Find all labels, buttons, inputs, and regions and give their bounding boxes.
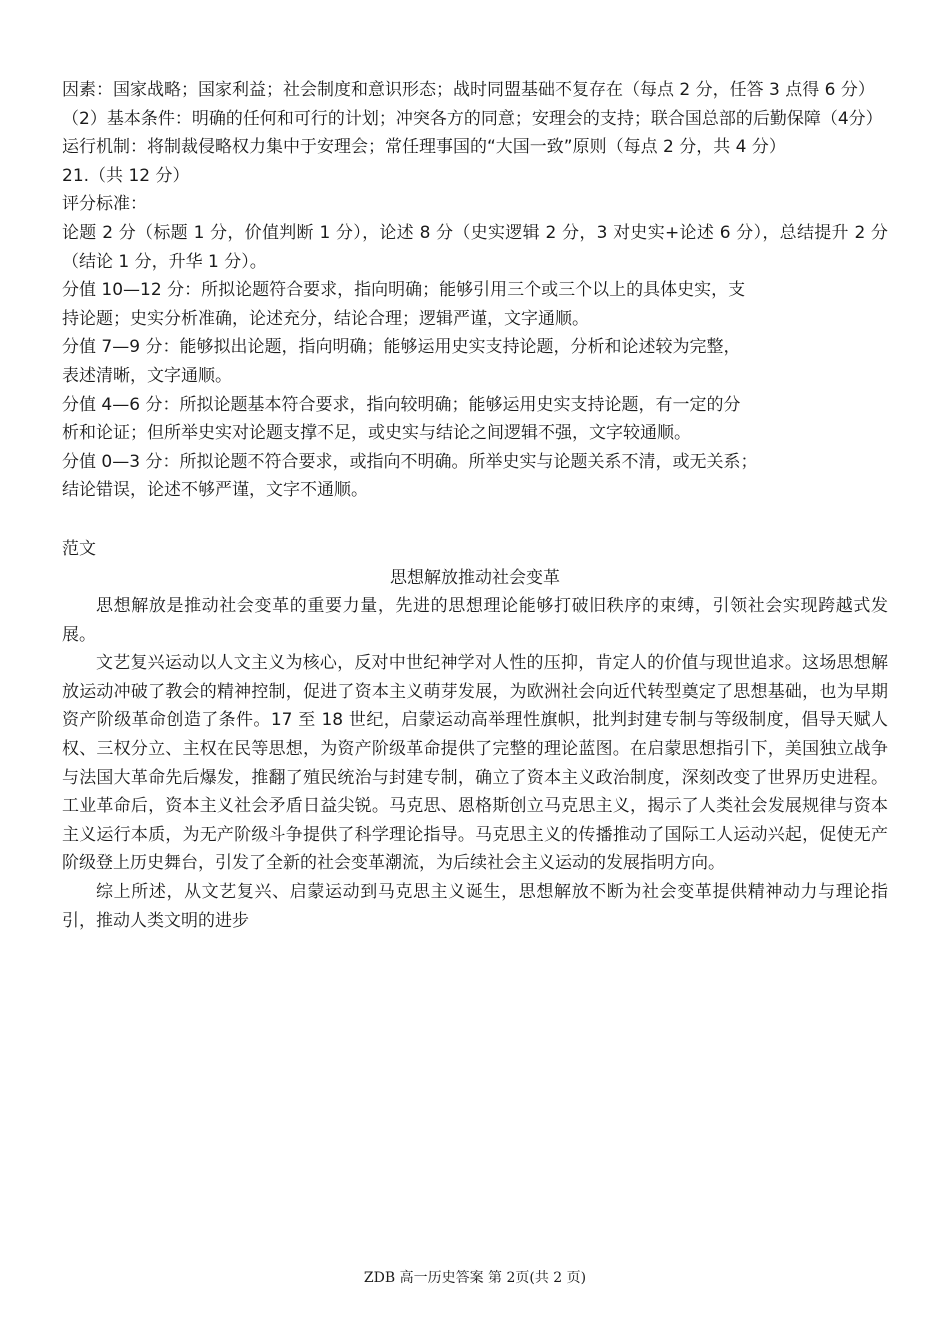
essay-paragraph-3: 综上所述，从文艺复兴、启蒙运动到马克思主义诞生，思想解放不断为社会变革提供精神动力与理论指引，推动人类文明的进步	[62, 882, 888, 931]
scoring-tier-1	[62, 276, 888, 333]
q20-factors: 因素：国家战略；国家利益；社会制度和意识形态；战时同盟基础不复存在（每点 2 分，任答 3 点得 6 分）	[62, 80, 875, 100]
tier-line: 表述清晰，文字通顺。	[62, 365, 232, 386]
tier-line: 分值 10—12 分：所拟论题符合要求，指向明确；能够引用三个或三个以上的具体史实，支	[62, 280, 746, 301]
q20-basic-conditions: （2）基本条件：明确的任何和可行的计划；冲突各方的同意；安理会的支持；联合国总部的后勤保障（4分）	[62, 108, 883, 129]
q21-criteria-label: 评分标准：	[62, 194, 147, 215]
q21-scoring: 论题 2 分（标题 1 分，价值判断 1 分），论述 8 分（史实逻辑 2 分，3 对史实+论述 6 分），总结提升 2 分（结论 1 分，升华 1 分）。	[62, 222, 888, 272]
tier-line: 析和论证；但所举史实对论题支撑不足，或史实与结论之间逻辑不强，文字较通顺。	[62, 423, 691, 444]
tier-line: 结论错误，论述不够严谨，文字不通顺。	[62, 480, 368, 501]
essay-paragraph-1: 思想解放是推动社会变革的重要力量，先进的思想理论能够打破旧秩序的束缚，引领社会实现跨越式发展。	[62, 596, 888, 645]
scoring-tier-4	[62, 448, 888, 505]
tier-line: 分值 7—9 分：能够拟出论题，指向明确；能够运用史实支持论题，分析和论述较为完整，	[62, 337, 741, 358]
essay-paragraph-2: 文艺复兴运动以人文主义为核心，反对中世纪神学对人性的压抑，肯定人的价值与现世追求。这场思想解放运动冲破了教会的精神控制，促进了资本主义萌芽发展，为欧洲社会向近代转型奠定了思想基础，也为早期资产阶级革命创造了条件。17 至 18 世纪，启蒙运动高举理性旗帜，批判封建专制与等级制度，倡导天赋人权、三权分立、主权在民等思想，为资产阶级革命提供了完整的理论蓝图。在启蒙思想指引下，美国独立战争与法国大革命先后爆发，推翻了殖民统治与封建专制，确立了资本主义政治制度，深刻改变了世界历史进程。工业革命后，资本主义社会矛盾日益尖锐。马克思、恩格斯创立马克思主义，揭示了人类社会发展规律与资本主义运行本质，为无产阶级斗争提供了科学理论指导。马克思主义的传播推动了国际工人运动兴起，促使无产阶级登上历史舞台，引发了全新的社会变革潮流，为后续社会主义运动的发展指明方向。	[62, 653, 888, 874]
tier-line: 持论题；史实分析准确，论述充分，结论合理；逻辑严谨，文字通顺。	[62, 308, 589, 329]
tier-line: 分值 0—3 分：所拟论题不符合要求，或指向不明确。所举史实与论题关系不清，或无关系；	[62, 451, 758, 472]
essay-title: 思想解放推动社会变革	[390, 567, 560, 588]
q21-heading: 21.（共 12 分）	[62, 165, 190, 186]
scoring-tier-3	[62, 391, 888, 448]
q20-mechanism: 运行机制：将制裁侵略权力集中于安理会；常任理事国的“大国一致”原则（每点 2 分，共 4 分）	[62, 137, 786, 158]
page-footer: ZDB 高一历史答案 第 2页(共 2 页)	[363, 1270, 587, 1286]
answer-page	[62, 76, 888, 935]
scoring-tier-2	[62, 333, 888, 390]
tier-line: 分值 4—6 分：所拟论题基本符合要求，指向较明确；能够运用史实支持论题，有一定的分	[62, 394, 741, 415]
sample-label: 范文	[62, 538, 96, 559]
section-gap	[62, 505, 888, 535]
